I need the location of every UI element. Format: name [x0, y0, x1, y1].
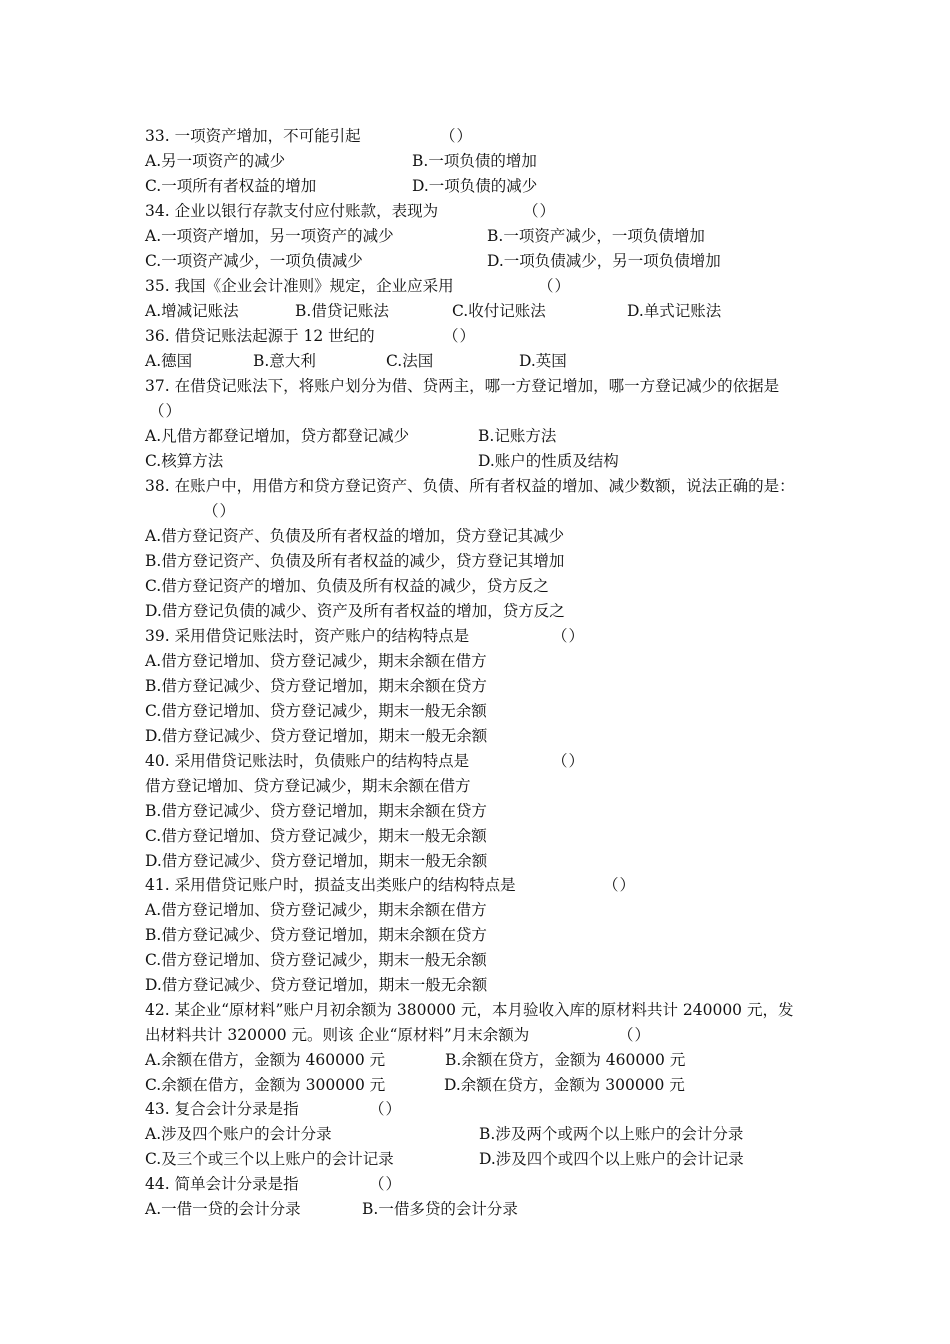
- question-34-stem: [145, 199, 840, 224]
- question-text: 35. 我国《企业会计准则》规定，企业应采用: [145, 277, 454, 295]
- question-41-option-b: [145, 923, 840, 948]
- answer-blank: （）: [203, 502, 237, 520]
- question-37-options-row-1: [145, 424, 840, 449]
- option-c: C.借方登记增加、贷方登记减少，期末一般无余额: [145, 951, 487, 969]
- answer-blank: （）: [618, 1026, 652, 1044]
- answer-blank: （）: [440, 127, 474, 145]
- option-c: C.核算方法: [145, 452, 224, 470]
- option-b: B.借方登记减少、贷方登记增加，期末余额在贷方: [145, 677, 487, 695]
- question-39-option-d: [145, 724, 840, 749]
- question-37-stem-cont: [145, 399, 840, 424]
- answer-blank: （）: [552, 627, 586, 645]
- option-a: A.借方登记增加、贷方登记减少，期末余额在借方: [145, 652, 487, 670]
- question-34-options-row-1: [145, 224, 840, 249]
- question-35-options: [145, 299, 840, 324]
- option-b: B.借方登记减少、贷方登记增加，期末余额在贷方: [145, 926, 487, 944]
- question-text: 43. 复合会计分录是指: [145, 1100, 299, 1118]
- question-36-options: [145, 349, 840, 374]
- answer-blank: （）: [369, 1100, 403, 1118]
- question-41-option-d: [145, 973, 840, 998]
- option-d: D.余额在贷方，金额为 300000 元: [444, 1076, 685, 1094]
- question-text: 34. 企业以银行存款支付应付账款，表现为: [145, 202, 439, 220]
- question-43-options-row-2: [145, 1147, 840, 1172]
- answer-blank: （）: [552, 752, 586, 770]
- question-40-option-c: [145, 824, 840, 849]
- question-35-stem: [145, 274, 840, 299]
- answer-blank: （）: [603, 876, 637, 894]
- question-42-stem: [145, 998, 840, 1023]
- option-b: B.一项资产减少，一项负债增加: [487, 227, 705, 245]
- option-c: C.法国: [386, 352, 434, 370]
- question-42-options-row-2: [145, 1073, 840, 1098]
- question-40-option-b: [145, 799, 840, 824]
- option-d: D.英国: [519, 352, 567, 370]
- question-34-options-row-2: [145, 249, 840, 274]
- answer-blank: （）: [149, 402, 183, 420]
- option-a: A.另一项资产的减少: [145, 152, 286, 170]
- option-d: D.一项负债减少，另一项负债增加: [487, 252, 721, 270]
- option-a: A.一项资产增加，另一项资产的减少: [145, 227, 394, 245]
- option-c: C.一项资产减少，一项负债减少: [145, 252, 363, 270]
- option-b: B.一借多贷的会计分录: [362, 1200, 518, 1218]
- option-d: D.借方登记减少、贷方登记增加，期末一般无余额: [145, 976, 488, 994]
- question-44-options: [145, 1197, 840, 1222]
- answer-blank: （）: [443, 327, 477, 345]
- question-40-stem: [145, 749, 840, 774]
- question-text: 42. 某企业“原材料”账户月初余额为 380000 元，本月验收入库的原材料共计 240000 元，发: [145, 1001, 794, 1019]
- question-40-option-a: [145, 774, 840, 799]
- question-text: 44. 简单会计分录是指: [145, 1175, 299, 1193]
- question-text: 37. 在借贷记账法下，将账户划分为借、贷两主，哪一方登记增加，哪一方登记减少的依据是: [145, 377, 780, 395]
- option-b: B.余额在贷方，金额为 460000 元: [445, 1051, 686, 1069]
- question-38-stem: [145, 474, 840, 499]
- option-b: B.涉及两个或两个以上账户的会计分录: [479, 1125, 744, 1143]
- question-38-option-c: [145, 574, 840, 599]
- question-39-option-b: [145, 674, 840, 699]
- answer-blank: （）: [369, 1175, 403, 1193]
- option-d: D.涉及四个或四个以上账户的会计记录: [479, 1150, 744, 1168]
- question-41-stem: [145, 873, 840, 898]
- question-41-option-c: [145, 948, 840, 973]
- option-b: B.借方登记资产、负债及所有者权益的减少，贷方登记其增加: [145, 552, 565, 570]
- option-b: B.借贷记账法: [295, 302, 389, 320]
- option-c: C.及三个或三个以上账户的会计记录: [145, 1150, 394, 1168]
- option-b: B.一项负债的增加: [412, 152, 537, 170]
- question-text: 36. 借贷记账法起源于 12 世纪的: [145, 327, 375, 345]
- question-43-stem: [145, 1097, 840, 1122]
- question-39-option-c: [145, 699, 840, 724]
- question-38-option-d: [145, 599, 840, 624]
- option-d: D.单式记账法: [627, 302, 722, 320]
- question-33-stem: [145, 124, 840, 149]
- question-41-option-a: [145, 898, 840, 923]
- answer-blank: （）: [538, 277, 572, 295]
- question-37-options-row-2: [145, 449, 840, 474]
- question-39-stem: [145, 624, 840, 649]
- question-42-stem-cont: [145, 1023, 840, 1048]
- question-42-options-row-1: [145, 1048, 840, 1073]
- option-a: A.借方登记资产、负债及所有者权益的增加，贷方登记其减少: [145, 527, 565, 545]
- question-44-stem: [145, 1172, 840, 1197]
- option-a: A.凡借方都登记增加，贷方都登记减少: [145, 427, 410, 445]
- option-a: A.德国: [145, 352, 193, 370]
- option-c: C.一项所有者权益的增加: [145, 177, 317, 195]
- option-a: A.余额在借方，金额为 460000 元: [145, 1051, 386, 1069]
- question-text: 38. 在账户中，用借方和贷方登记资产、负债、所有者权益的增加、减少数额，说法正确的是：: [145, 477, 795, 495]
- option-b: B.借方登记减少、贷方登记增加，期末余额在贷方: [145, 802, 487, 820]
- question-37-stem: [145, 374, 840, 399]
- question-33-options-row-1: [145, 149, 840, 174]
- question-33-options-row-2: [145, 174, 840, 199]
- option-d: D.借方登记减少、贷方登记增加，期末一般无余额: [145, 852, 488, 870]
- option-d: D.借方登记减少、贷方登记增加，期末一般无余额: [145, 727, 488, 745]
- question-39-option-a: [145, 649, 840, 674]
- question-text: 39. 采用借贷记账法时，资产账户的结构特点是: [145, 627, 470, 645]
- question-43-options-row-1: [145, 1122, 840, 1147]
- question-38-stem-cont: [145, 499, 840, 524]
- question-36-stem: [145, 324, 840, 349]
- option-c: C.借方登记增加、贷方登记减少，期末一般无余额: [145, 827, 487, 845]
- question-38-option-b: [145, 549, 840, 574]
- question-text-cont: 出材料共计 320000 元。则该 企业“原材料”月末余额为: [145, 1026, 530, 1044]
- question-text: 33. 一项资产增加，不可能引起: [145, 127, 361, 145]
- option-a: A.涉及四个账户的会计分录: [145, 1125, 332, 1143]
- question-text: 40. 采用借贷记账法时，负债账户的结构特点是: [145, 752, 470, 770]
- option-d: D.一项负债的减少: [412, 177, 538, 195]
- option-b: B.意大利: [253, 352, 316, 370]
- question-text: 41. 采用借贷记账户时，损益支出类账户的结构特点是: [145, 876, 516, 894]
- question-40-option-d: [145, 849, 840, 874]
- option-c: C.借方登记增加、贷方登记减少，期末一般无余额: [145, 702, 487, 720]
- option-c: C.收付记账法: [452, 302, 546, 320]
- option-a: A.借方登记增加、贷方登记减少，期末余额在借方: [145, 901, 487, 919]
- option-d: D.账户的性质及结构: [478, 452, 619, 470]
- option-b: B.记账方法: [478, 427, 557, 445]
- option-c: C.余额在借方，金额为 300000 元: [145, 1076, 386, 1094]
- option-a: A.一借一贷的会计分录: [145, 1200, 301, 1218]
- question-38-option-a: [145, 524, 840, 549]
- option-c: C.借方登记资产的增加、负债及所有权益的减少，贷方反之: [145, 577, 549, 595]
- option-d: D.借方登记负债的减少、资产及所有者权益的增加，贷方反之: [145, 602, 565, 620]
- option-a: A.增减记账法: [145, 302, 239, 320]
- answer-blank: （）: [523, 202, 557, 220]
- option-a: 借方登记增加、贷方登记减少，期末余额在借方: [145, 777, 471, 795]
